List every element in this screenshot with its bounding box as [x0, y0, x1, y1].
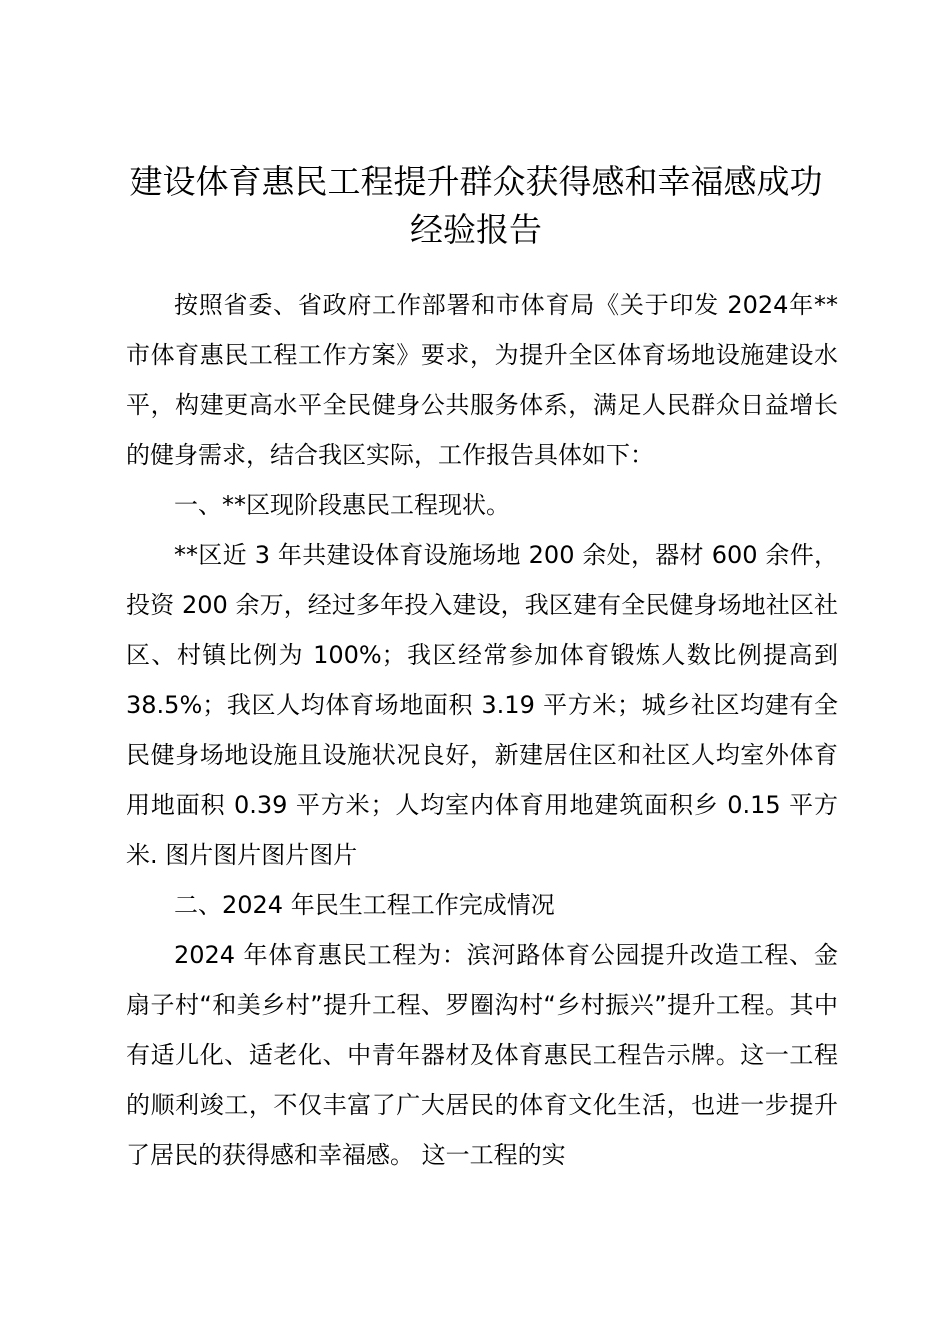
intro-paragraph: 按照省委、省政府工作部署和市体育局《关于印发 2024年**市体育惠民工程工作方案》要求，为提升全区体育场地设施建设水平，构建更高水平全民健身公共服务体系，满足人民群众日益增长的健身需求，结合我区实际，工作报告具体如下：	[126, 291, 838, 469]
section-1-paragraph: **区近 3 年共建设体育设施场地 200 余处，器材 600 余件，投资 200 余万，经过多年投入建设，我区建有全民健身场地社区社区、村镇比例为 100%；我区经常参加体育锻炼人数比例提高到 38.5%；我区人均体育场地面积 3.19 平方米；城乡社区均建有全民健身场地设施且设施状况良好，新建居住区和社区人均室外体育用地面积 0.39 平方米；人均室内体育用地建筑面积乡 0.15 平方米. 图片图片图片图片	[126, 541, 838, 869]
section-2-paragraph: 2024 年体育惠民工程为：滨河路体育公园提升改造工程、金扇子村“和美乡村”提升工程、罗圈沟村“乡村振兴”提升工程。其中有适儿化、适老化、中青年器材及体育惠民工程告示牌。这一工程的顺利竣工，不仅丰富了广大居民的体育文化生活，也进一步提升了居民的获得感和幸福感。 这一工程的实	[126, 941, 838, 1169]
section-heading-2: 二、2024 年民生工程工作完成情况	[174, 891, 555, 919]
document-body	[126, 280, 838, 1180]
document-title: 建设体育惠民工程提升群众获得感和幸福感成功经验报告	[129, 162, 823, 249]
section-heading-1: 一、**区现阶段惠民工程现状。	[174, 491, 510, 519]
